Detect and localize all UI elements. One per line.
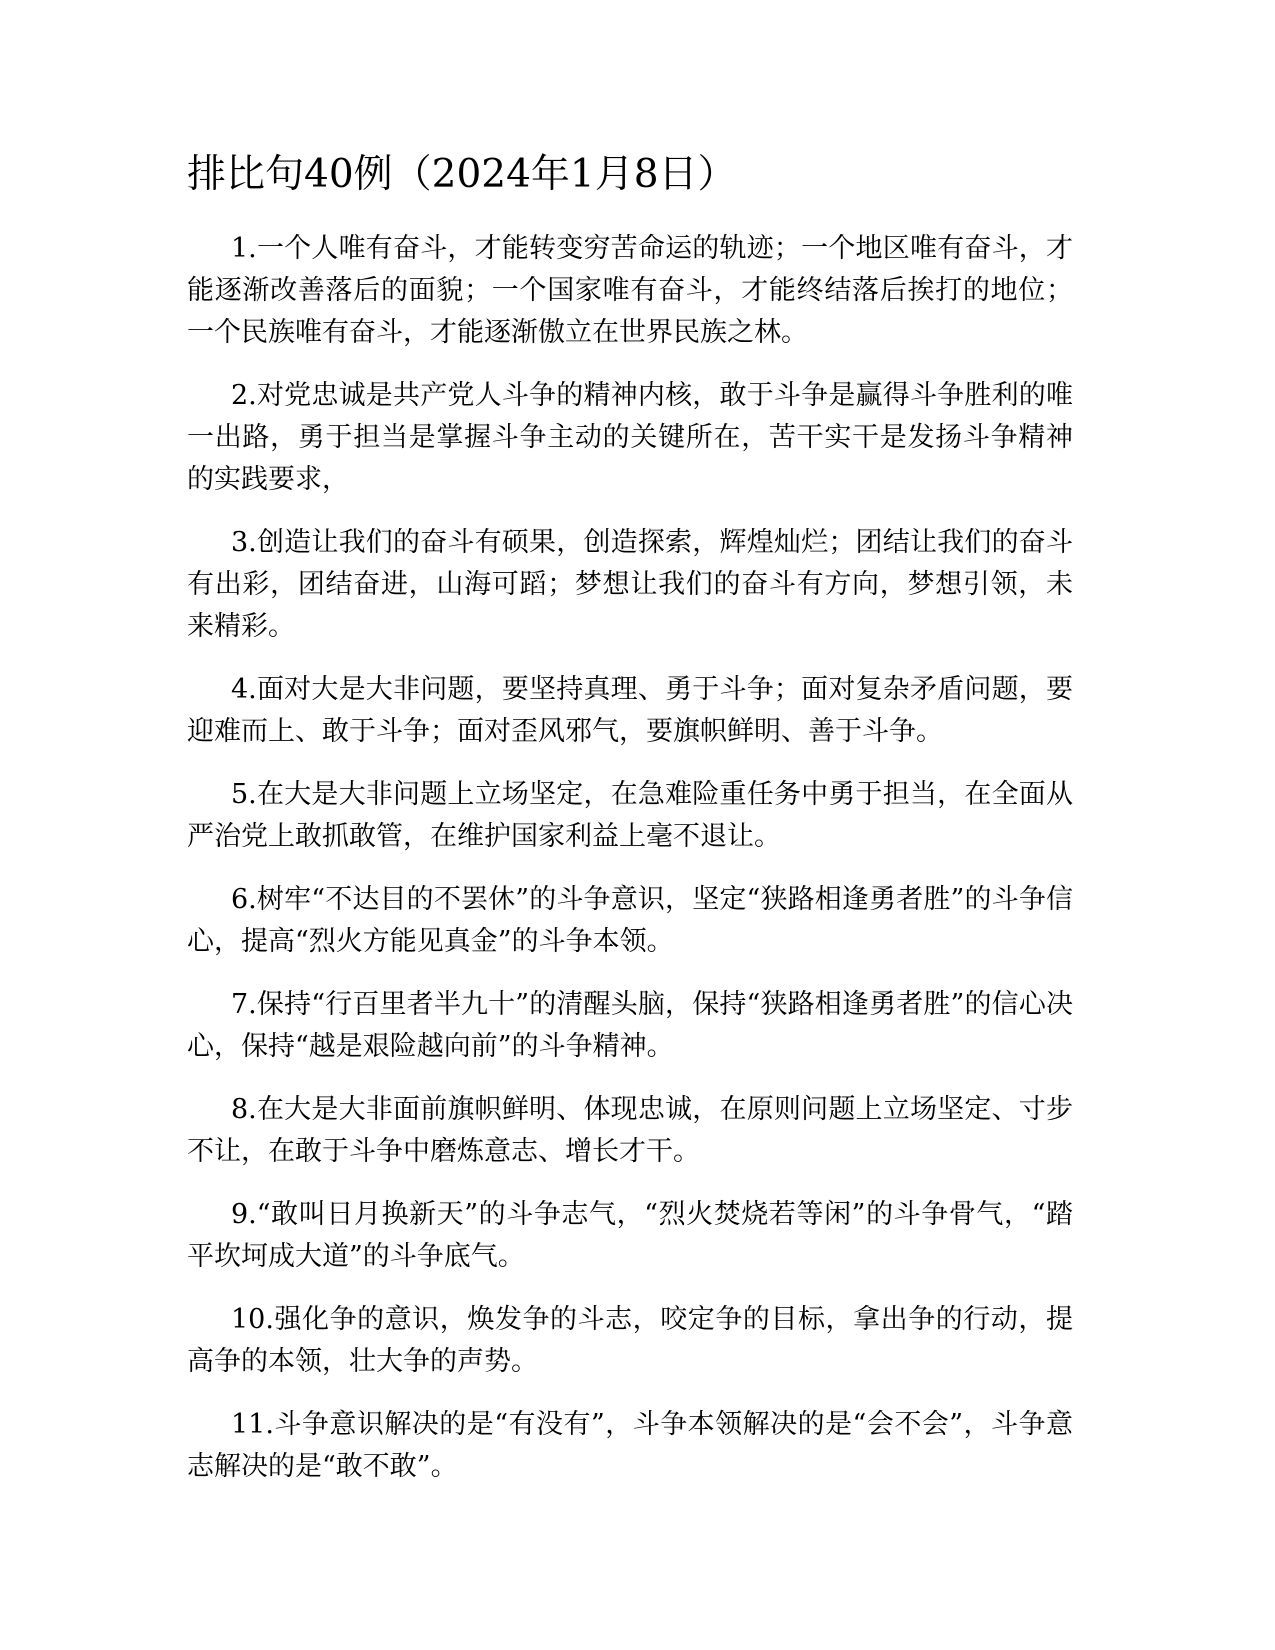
paragraph-5: 5.在大是大非问题上立场坚定，在急难险重任务中勇于担当，在全面从严治党上敢抓敢管，在维护国家利益上毫不退让。 [187, 779, 1073, 852]
paragraph-2: 2.对党忠诚是共产党人斗争的精神内核，敢于斗争是赢得斗争胜利的唯一出路，勇于担当是掌握斗争主动的关键所在，苦干实干是发扬斗争精神的实践要求， [187, 380, 1073, 495]
paragraph-3: 3.创造让我们的奋斗有硕果，创造探索，辉煌灿烂；团结让我们的奋斗有出彩，团结奋进，山海可蹈；梦想让我们的奋斗有方向，梦想引领，未来精彩。 [187, 527, 1073, 642]
paragraph-10: 10.强化争的意识，焕发争的斗志，咬定争的目标，拿出争的行动，提高争的本领，壮大争的声势。 [187, 1304, 1073, 1377]
paragraph-9: 9.“敢叫日月换新天”的斗争志气，“烈火焚烧若等闲”的斗争骨气，“踏平坎坷成大道”的斗争底气。 [187, 1199, 1073, 1272]
paragraph-4: 4.面对大是大非问题，要坚持真理、勇于斗争；面对复杂矛盾问题，要迎难而上、敢于斗争；面对歪风邪气，要旗帜鲜明、善于斗争。 [187, 674, 1073, 747]
document-title: 排比句40例（2024年1月8日） [187, 152, 737, 197]
paragraph-1: 1.一个人唯有奋斗，才能转变穷苦命运的轨迹；一个地区唯有奋斗，才能逐渐改善落后的面貌；一个国家唯有奋斗，才能终结落后挨打的地位；一个民族唯有奋斗，才能逐渐傲立在世界民族之林。 [187, 233, 1073, 348]
document-body [187, 228, 1073, 1509]
paragraph-8: 8.在大是大非面前旗帜鲜明、体现忠诚，在原则问题上立场坚定、寸步不让，在敢于斗争中磨炼意志、增长才干。 [187, 1094, 1073, 1167]
paragraph-11: 11.斗争意识解决的是“有没有”，斗争本领解决的是“会不会”，斗争意志解决的是“敢不敢”。 [187, 1409, 1073, 1482]
paragraph-7: 7.保持“行百里者半九十”的清醒头脑，保持“狭路相逢勇者胜”的信心决心，保持“越是艰险越向前”的斗争精神。 [187, 989, 1073, 1062]
paragraph-6: 6.树牢“不达目的不罢休”的斗争意识，坚定“狭路相逢勇者胜”的斗争信心，提高“烈火方能见真金”的斗争本领。 [187, 884, 1073, 957]
